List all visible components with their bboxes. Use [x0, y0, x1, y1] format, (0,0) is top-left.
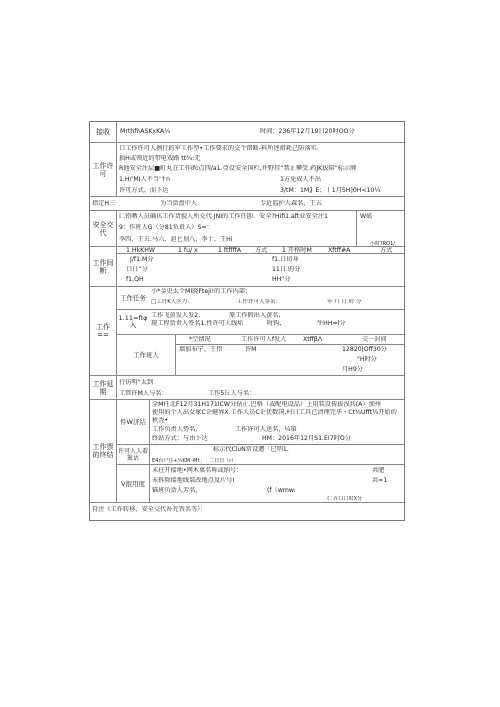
end-vpanel-line3: 锚班负货人芳名， — [152, 487, 202, 494]
change-task-label: 工作任务 — [120, 293, 146, 302]
interrupt-r2c2: 11日.旳分 — [272, 266, 301, 273]
safety-label: 安全交代 — [90, 211, 117, 246]
change-leader-line2: 现工程货责人签名1.性许可人线垢 — [151, 320, 244, 327]
end-vpanel — [117, 464, 404, 502]
staff-r1a: 墙加布宁、王伟 — [179, 346, 223, 353]
change-leader-line1: 工作飞黄发人发2, — [151, 312, 201, 319]
change-leader-line1b: 原工作假出入黄名, — [229, 312, 281, 319]
change-task-line2c: 年 月 日 时 分 — [327, 299, 362, 305]
end-work-line1: 全M任北F12月31H171lCW分钻止.巴格（或配电设品）上用装设传拔浅共(A）加州 — [152, 401, 381, 408]
end-perm — [117, 444, 404, 464]
interrupt-r1c2: f1.日切身 — [272, 256, 299, 263]
receive-label: 接收 — [90, 122, 117, 142]
change-leader — [117, 309, 404, 334]
end-work — [117, 400, 404, 444]
extension-line1: 行彷明“太到 — [119, 379, 154, 386]
permit-line4: 1.H/'MI人不当'↑n — [119, 176, 170, 183]
end-work-line5b: HM：2016年12月S1.EI7时O分 — [262, 435, 351, 442]
guardian-text: 为当货盘中人. — [160, 200, 200, 207]
change-staff — [117, 334, 404, 375]
change-leader-line2c: 牛HH=l分 — [317, 320, 346, 327]
safety-note: 小时?RO1/ — [370, 241, 395, 247]
permit-row — [90, 142, 404, 196]
staff-header-3: 交一封问 — [362, 336, 387, 343]
end-work-line2: 使用的个人出女眾C企健界X.工作人员C企优数国,村日工具已清理完毕・Ct¾Ufft¼开始的 — [152, 409, 397, 416]
staff-header-1: 工作许可人f发人 — [241, 336, 287, 343]
change-label: 工作== — [90, 287, 117, 375]
end-vpanel-line2b: 共=1 — [372, 477, 388, 484]
safety-side: W矶 — [360, 213, 373, 220]
permit-line5b: 3/tM：1M】E；丨1月5H]0H<10¼ — [280, 187, 381, 194]
change-staff-label: 工作班人 — [133, 351, 159, 359]
safety-line2: 9：作班人G（分81负贵人）S=： — [119, 224, 213, 231]
interrupt-r3c2: HH”分 — [272, 276, 291, 283]
end-vpanel-line1: 未拄开接地•网木菓名称或纳号： — [152, 467, 243, 474]
permit-line2: 损H或领近的带电戏路 tt¾:无 — [119, 155, 201, 162]
receive-row — [90, 122, 404, 142]
guardian-label: 指定H三 — [92, 200, 116, 207]
change-leader-label: 1.11=ftφ入 — [118, 314, 148, 329]
staff-r2c: "H时分 — [357, 356, 377, 363]
end-perm-sub: E4台户住+¼KM ·Mt ，. 二日日（r） — [152, 458, 237, 464]
permit-line5: 许可方式、而下达 — [119, 187, 169, 194]
extension-line2b: 工作5丘人与名： — [208, 390, 256, 397]
end-work-label: 件W济结 — [120, 417, 146, 426]
interrupt-r2c1: 口日”分 — [126, 266, 148, 273]
interrupt-header-3: 方式 — [255, 247, 268, 254]
safety-line1: 匚铅晒人员确认工作货貌人所交代 JNI的工作任卽．安全?Hifi1.aft业安全注1 — [119, 213, 328, 220]
receive-signer: Mrthfi\ASKxKA¼ — [120, 128, 171, 135]
end-work-line4: 工作负责人势名, — [152, 426, 198, 433]
permit-line1: 口工作许可人例行的军工作型•工作要求的交个错断-料所述措耗己防落实. — [119, 145, 319, 152]
staff-r1c: 12820|Off30分 — [342, 346, 387, 353]
end-vpanel-line2: 未拆除接地线装改地点及片号I — [152, 477, 235, 484]
guardian-row — [90, 196, 404, 210]
extension-row — [90, 375, 404, 399]
interrupt-header-0: 1 HkKHW — [126, 247, 155, 254]
change-task-line1: 小*金史太个MI晓Fteji!的工作内部： — [151, 288, 252, 295]
permit-line3: R他安全注层■町丸在工作Ifc点四/a1.亞设安全国栏,并野挂“禁止攀受.药JK拔陪”标示牌 — [119, 165, 357, 172]
end-work-line5: 终站方式：与由卜达 — [152, 435, 208, 442]
end-work-line3: 秋秃• — [152, 417, 169, 424]
end-vpanel-line3b: (f（wmw: — [267, 487, 296, 494]
safety-line3: 李四、王五.马六、赵匕划八、李十、王Hi — [119, 236, 233, 243]
staff-r3c: 月H9分 — [342, 366, 363, 373]
end-vpanel-line1b: 共肥 — [372, 467, 385, 474]
interrupt-label: 工作间断 — [90, 247, 117, 286]
change-row — [90, 286, 404, 375]
end-label: 工作票的终结 — [90, 400, 117, 502]
end-perm-text: 标示代ClυN常设遭「已明1. — [213, 446, 289, 453]
interrupt-header-4: 1 开格时M — [282, 247, 312, 254]
interrupt-r3c1: f1.QH — [126, 276, 144, 283]
permit-label: 工作许可 — [90, 143, 117, 196]
end-vpanel-line4: 仁 在口口时X分 — [327, 496, 363, 502]
safety-row — [90, 210, 404, 246]
interrupt-r1c1: J/f1.M分 — [130, 256, 154, 263]
extension-label: 工作延期 — [90, 376, 117, 399]
remark-label: 符注《工作转移、安全交代补充答名等）： — [92, 506, 207, 513]
receive-time: 时间：236年12月19日20时OO分 — [260, 128, 355, 135]
end-row — [90, 399, 404, 502]
remark-row — [90, 502, 404, 522]
change-leader-line2b: 时钩, — [267, 320, 282, 327]
guardian-text2: 专近监护人森名、王五 — [260, 200, 322, 207]
extension-line2: 工管许M人与名： — [119, 390, 168, 397]
change-task — [117, 287, 404, 309]
work-ticket-form — [89, 121, 405, 521]
change-task-line2b: 工作许可人签名： — [237, 299, 282, 305]
end-work-line4b: 工作许可人送名，¼第 — [235, 426, 297, 433]
interrupt-header-2: 1 ftffffA — [218, 247, 242, 254]
interrupt-header-6: 方式 — [380, 247, 393, 254]
staff-r1b: 许M — [245, 346, 257, 353]
end-vpanel-label: V抿用度 — [121, 479, 145, 488]
end-perm-label: 许可人人着篱诂 — [117, 447, 148, 462]
interrupt-header-1: 1 fu/ x — [178, 247, 198, 254]
interrupt-header-5: Xftff#A — [328, 247, 351, 254]
staff-header-0: *空情况 — [189, 336, 211, 343]
permit-line4b: 1方免成人不出 — [280, 176, 322, 183]
interrupt-row — [90, 246, 404, 286]
change-task-line2: □工许K人区力： — [151, 299, 193, 305]
staff-header-2: XtffβΛ — [303, 336, 323, 343]
